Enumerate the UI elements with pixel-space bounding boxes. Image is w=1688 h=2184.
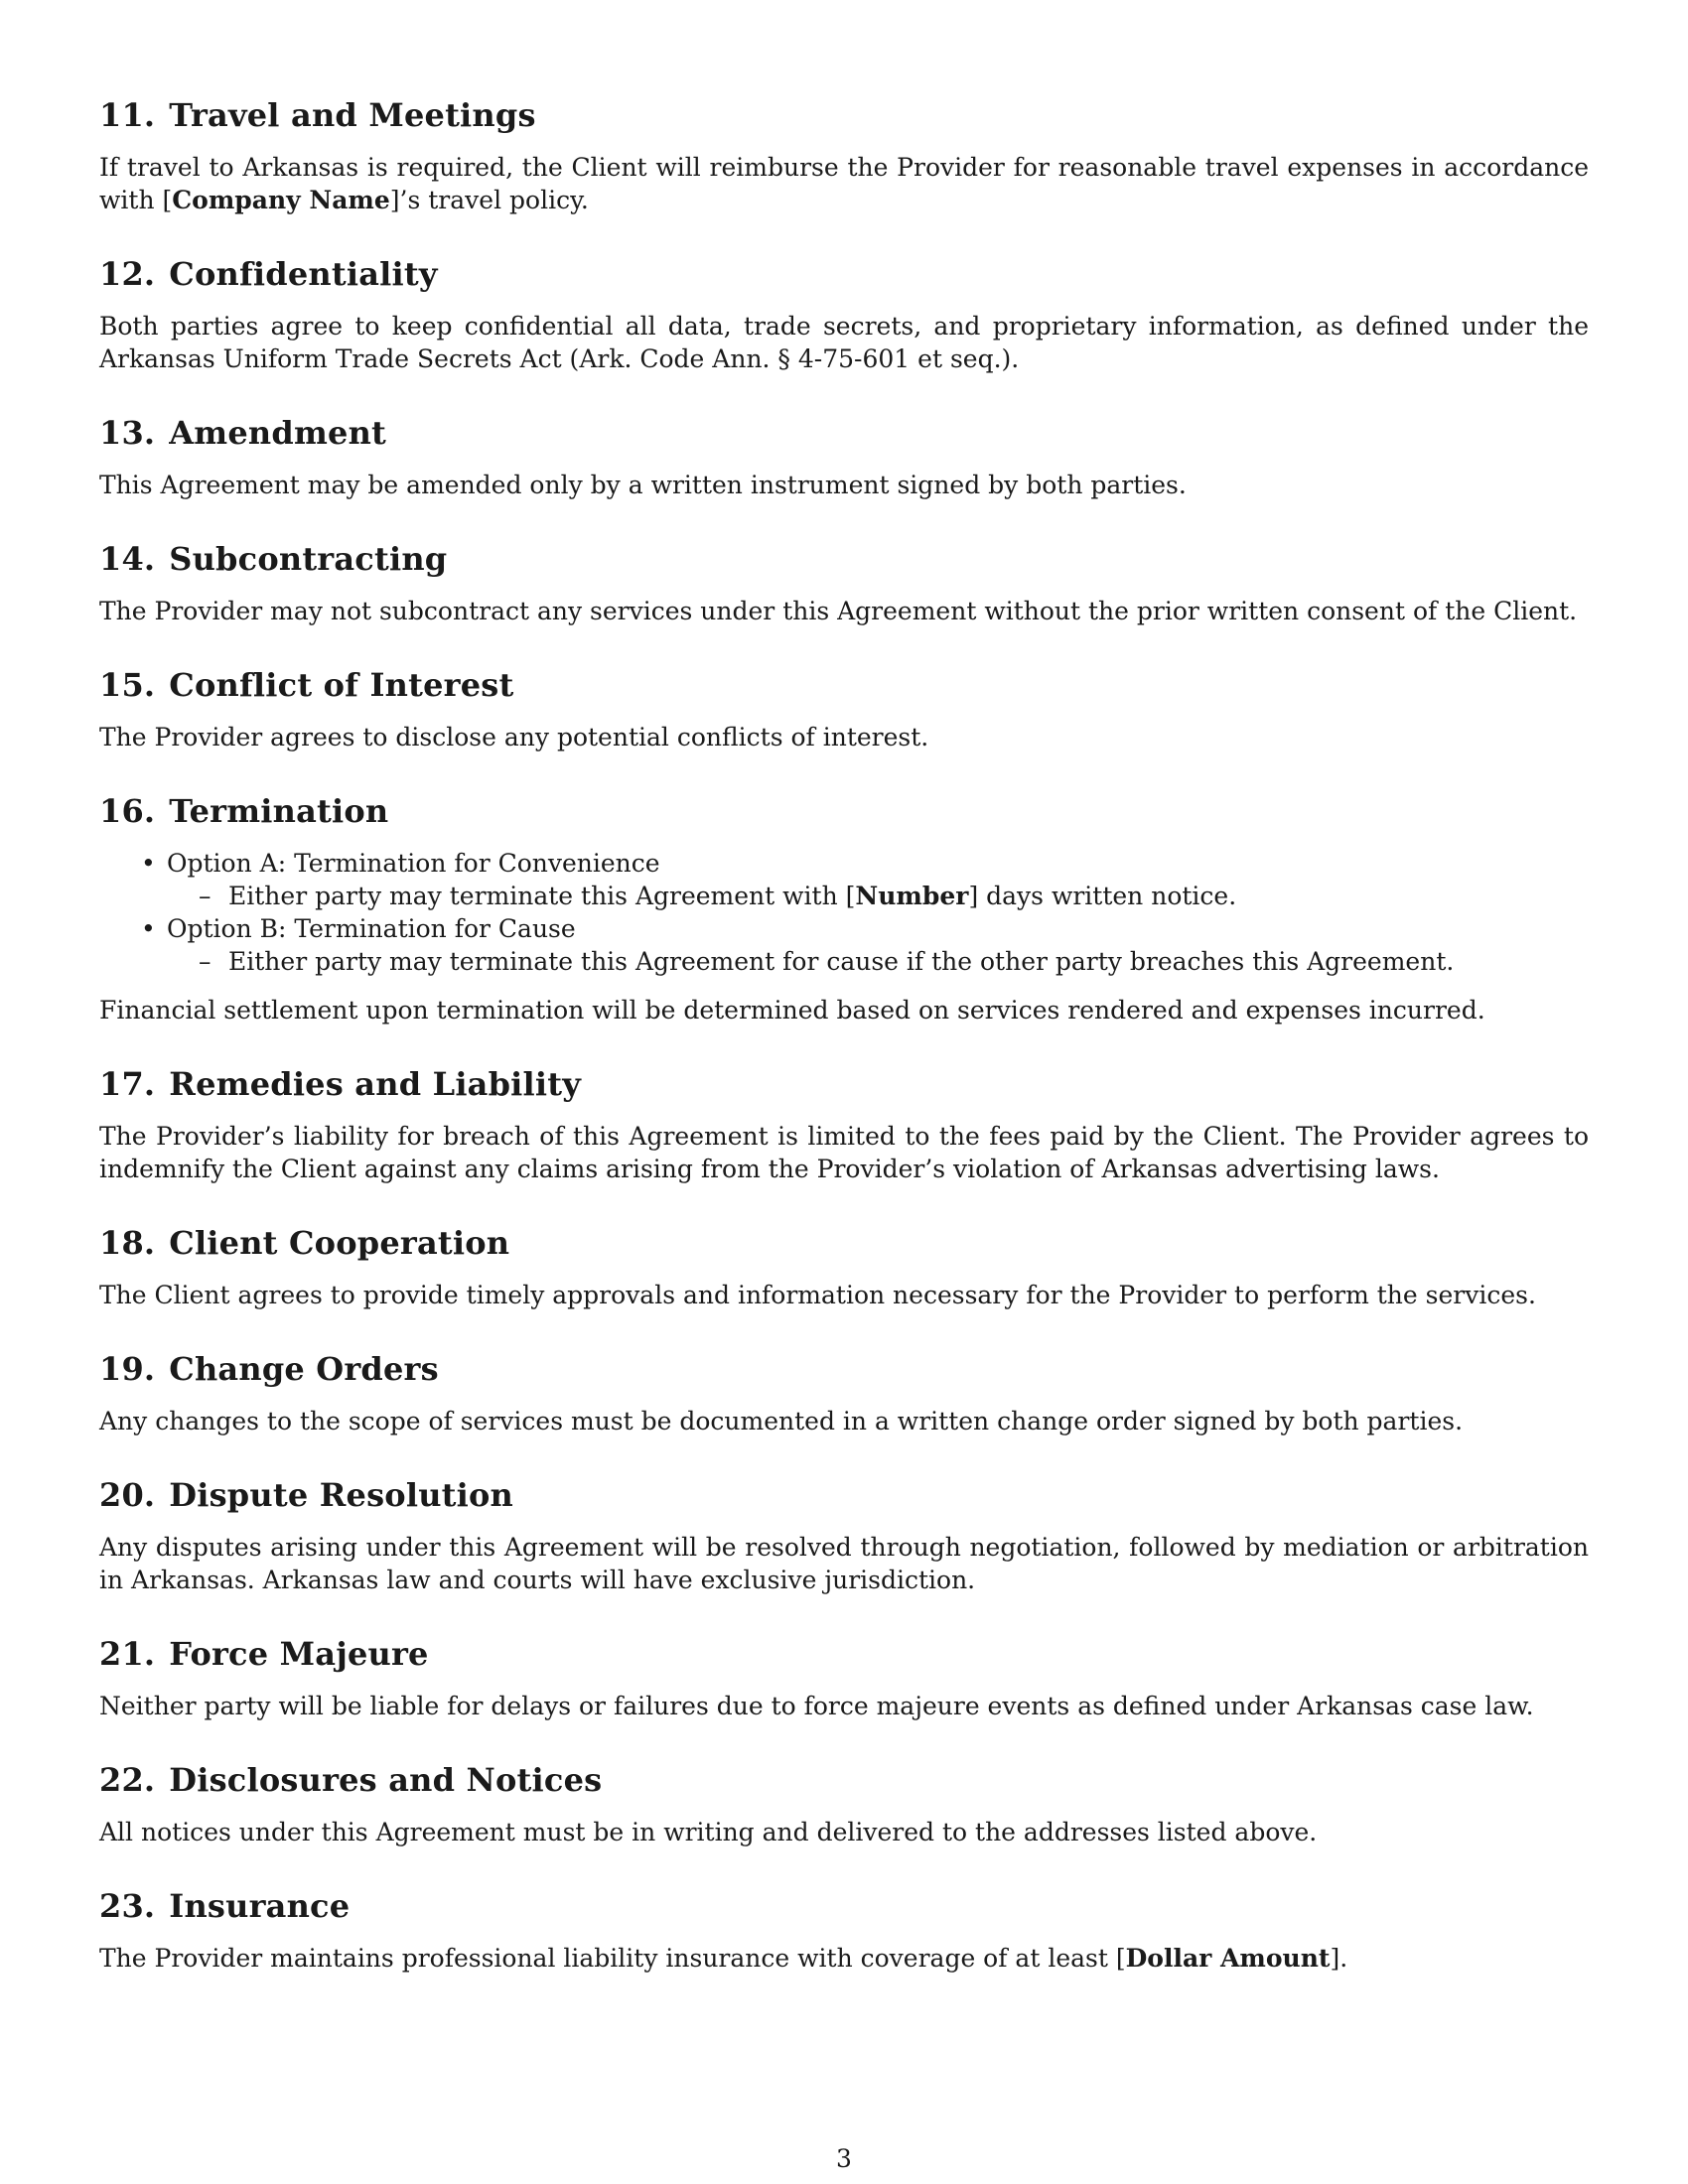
sub-list-item: – Either party may terminate this Agreement for cause if the other party breaches this Agreement. <box>167 945 1589 978</box>
section-22 <box>99 1760 1589 1848</box>
termination-options-list <box>99 847 1589 978</box>
section-heading: 23. Insurance <box>99 1887 351 1925</box>
placeholder-dollar-amount: Dollar Amount <box>1125 1944 1331 1973</box>
placeholder-company-name: Company Name <box>172 186 390 214</box>
section-body: Financial settlement upon termination will be determined based on services rendered and expenses incurred. <box>99 996 1485 1024</box>
section-heading: 14. Subcontracting <box>99 540 448 578</box>
section-heading: 20. Dispute Resolution <box>99 1476 514 1514</box>
section-11 <box>99 95 1589 216</box>
section-body: Any disputes arising under this Agreement will be resolved through negotiation, followed by mediation or arbitration in Arkansas. Arkansas law and courts will have exclusive jurisdiction. <box>99 1533 1589 1594</box>
sub-list-item: – Either party may terminate this Agreement with [Number] days written notice. <box>167 880 1589 912</box>
section-body: The Provider may not subcontract any services under this Agreement without the prior written consent of the Client. <box>99 597 1578 625</box>
section-13 <box>99 413 1589 501</box>
list-item: • Option B: Termination for Cause – Either party may terminate this Agreement for cause if the other party breaches this Agreement. <box>99 912 1589 978</box>
placeholder-number: Number <box>855 882 969 910</box>
section-17 <box>99 1064 1589 1185</box>
section-body: Any changes to the scope of services must be documented in a written change order signed by both parties. <box>99 1407 1464 1435</box>
section-21 <box>99 1634 1589 1722</box>
section-body: The Provider agrees to disclose any potential conflicts of interest. <box>99 723 929 751</box>
section-heading: 22. Disclosures and Notices <box>99 1761 603 1799</box>
sub-list <box>167 880 1589 912</box>
section-15 <box>99 665 1589 753</box>
section-12 <box>99 254 1589 375</box>
section-heading: 18. Client Cooperation <box>99 1224 510 1262</box>
sub-list <box>167 945 1589 978</box>
section-heading: 11. Travel and Meetings <box>99 96 536 134</box>
section-heading: 15. Conflict of Interest <box>99 666 514 704</box>
section-heading: 16. Termination <box>99 792 389 830</box>
section-body: This Agreement may be amended only by a written instrument signed by both parties. <box>99 471 1187 499</box>
section-body: If travel to Arkansas is required, the Client will reimburse the Provider for reasonable travel expenses in accordance with [Company Name]’s travel policy. <box>99 153 1589 214</box>
section-body: The Client agrees to provide timely approvals and information necessary for the Provider to perform the services. <box>99 1281 1536 1309</box>
section-body: All notices under this Agreement must be in writing and delivered to the addresses listed above. <box>99 1818 1318 1846</box>
page-number: 3 <box>836 2144 852 2173</box>
section-heading: 19. Change Orders <box>99 1350 439 1388</box>
section-heading: 13. Amendment <box>99 414 387 452</box>
section-body: Neither party will be liable for delays or failures due to force majeure events as defined under Arkansas case law. <box>99 1692 1534 1720</box>
section-heading: 21. Force Majeure <box>99 1635 429 1673</box>
section-heading: 12. Confidentiality <box>99 255 438 293</box>
section-heading: 17. Remedies and Liability <box>99 1065 582 1103</box>
section-14 <box>99 539 1589 627</box>
document-page <box>99 95 1589 2012</box>
section-20 <box>99 1475 1589 1596</box>
section-16 <box>99 791 1589 1026</box>
section-body: The Provider maintains professional liability insurance with coverage of at least [Dollar Amount]. <box>99 1944 1348 1973</box>
section-18 <box>99 1223 1589 1311</box>
list-item: • Option A: Termination for Convenience – Either party may terminate this Agreement with [Number] days written notice. <box>99 847 1589 912</box>
section-body: Both parties agree to keep confidential all data, trade secrets, and proprietary information, as defined under the Arkansas Uniform Trade Secrets Act (Ark. Code Ann. § 4-75-601 et seq.). <box>99 312 1589 373</box>
section-19 <box>99 1349 1589 1437</box>
section-body: The Provider’s liability for breach of this Agreement is limited to the fees paid by the Client. The Provider agrees to indemnify the Client against any claims arising from the Provider’s violation of Arkansas advertising laws. <box>99 1122 1589 1183</box>
section-23 <box>99 1886 1589 1975</box>
